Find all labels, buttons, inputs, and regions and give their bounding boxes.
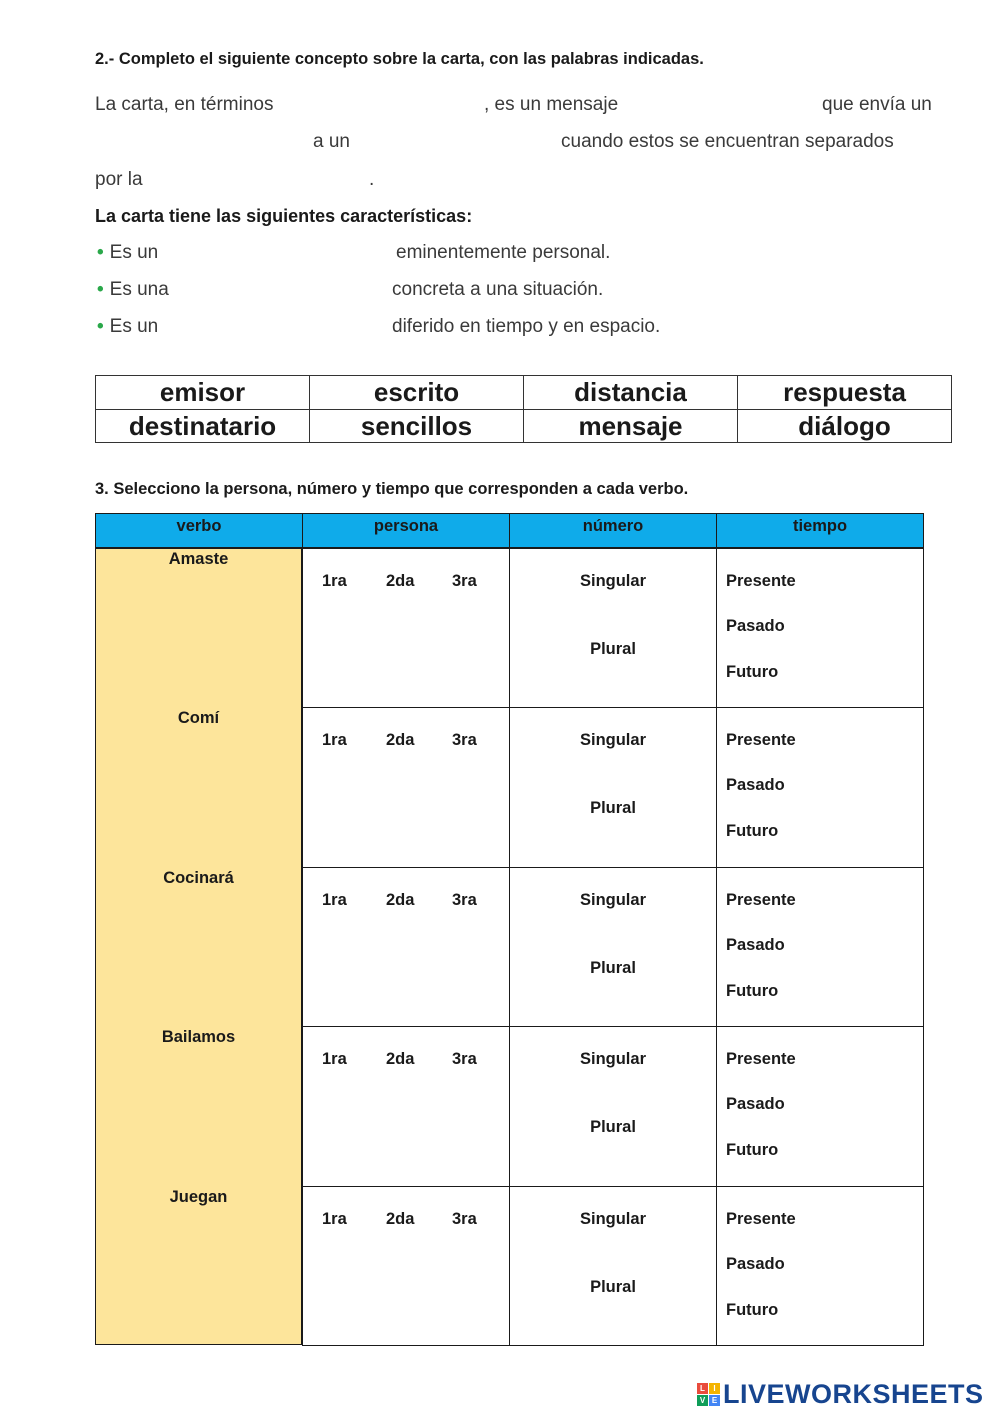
tiempo-option[interactable]: Futuro bbox=[726, 822, 779, 841]
persona-option[interactable]: 2da bbox=[386, 1050, 415, 1069]
blank-line-3b: . bbox=[369, 169, 375, 190]
logo-mark-icon bbox=[697, 1383, 720, 1406]
persona-option[interactable]: 1ra bbox=[322, 1050, 347, 1069]
word-bank-word[interactable]: escrito bbox=[310, 376, 524, 410]
word-bank-word[interactable]: respuesta bbox=[738, 376, 952, 410]
logo-tile: L bbox=[697, 1383, 708, 1394]
tiempo-option[interactable]: Futuro bbox=[726, 1300, 779, 1319]
persona-option[interactable]: 3ra bbox=[452, 731, 477, 750]
verb-label: Comí bbox=[177, 709, 220, 728]
verb-label: Cocinará bbox=[163, 868, 234, 887]
characteristic-lead: Es una bbox=[109, 279, 169, 300]
tiempo-option[interactable]: Futuro bbox=[726, 663, 779, 681]
numero-option[interactable]: Singular bbox=[579, 731, 646, 750]
blank-line-1c: que envía un bbox=[822, 94, 932, 115]
logo-text: LIVEWORKSHEETS bbox=[723, 1378, 984, 1409]
persona-option[interactable]: 3ra bbox=[452, 572, 477, 590]
persona-option[interactable]: 3ra bbox=[452, 1050, 477, 1069]
numero-option[interactable]: Plural bbox=[590, 640, 636, 658]
header-persona: persona bbox=[302, 513, 510, 548]
characteristic-lead: Es un bbox=[109, 242, 159, 263]
tiempo-option[interactable]: Presente bbox=[726, 572, 796, 590]
numero-option[interactable]: Singular bbox=[579, 890, 646, 909]
persona-option[interactable]: 3ra bbox=[452, 890, 477, 909]
numero-option[interactable]: Singular bbox=[579, 1050, 646, 1069]
characteristic-lead: Es un bbox=[109, 316, 159, 337]
logo-tile: V bbox=[697, 1395, 708, 1406]
persona-option[interactable]: 2da bbox=[386, 890, 415, 909]
word-bank-row bbox=[96, 376, 952, 410]
persona-option[interactable]: 2da bbox=[386, 1209, 415, 1228]
characteristic-tail: concreta a una situación. bbox=[392, 279, 604, 300]
numero-option[interactable]: Plural bbox=[590, 799, 636, 818]
characteristic-1 bbox=[97, 242, 158, 264]
tiempo-option[interactable]: Pasado bbox=[726, 935, 785, 954]
characteristic-tail: diferido en tiempo y en espacio. bbox=[392, 316, 661, 337]
word-bank-word[interactable]: diálogo bbox=[738, 409, 952, 443]
characteristic-3 bbox=[97, 316, 158, 338]
word-bank-table bbox=[95, 375, 952, 443]
tiempo-option[interactable]: Pasado bbox=[726, 1095, 785, 1114]
word-bank-word[interactable]: distancia bbox=[524, 376, 738, 410]
verb-label: Amaste bbox=[168, 550, 229, 568]
blank-line-2a: a un bbox=[313, 131, 350, 152]
section-2-title: 2.- Completo el siguiente concepto sobre la carta, con las palabras indicadas. bbox=[95, 50, 704, 68]
word-bank-word[interactable]: emisor bbox=[96, 376, 310, 410]
numero-option[interactable]: Singular bbox=[579, 1209, 646, 1228]
word-bank-word[interactable]: destinatario bbox=[96, 409, 310, 443]
word-bank-word[interactable]: mensaje bbox=[524, 409, 738, 443]
tiempo-option[interactable]: Futuro bbox=[726, 981, 779, 1000]
tiempo-option[interactable]: Pasado bbox=[726, 776, 785, 795]
tiempo-option[interactable]: Presente bbox=[726, 890, 796, 909]
verb-grid bbox=[95, 513, 924, 1345]
header-verbo: verbo bbox=[95, 513, 303, 548]
persona-option[interactable]: 2da bbox=[386, 731, 415, 750]
numero-option[interactable]: Plural bbox=[590, 1118, 636, 1137]
tiempo-option[interactable]: Futuro bbox=[726, 1141, 779, 1160]
section-3-title: 3. Selecciono la persona, número y tiempo que corresponden a cada verbo. bbox=[95, 480, 689, 498]
numero-option[interactable]: Plural bbox=[590, 1277, 636, 1296]
persona-option[interactable]: 1ra bbox=[322, 1209, 347, 1228]
verb-label: Juegan bbox=[169, 1187, 228, 1206]
tiempo-option[interactable]: Pasado bbox=[726, 1254, 785, 1273]
persona-option[interactable]: 1ra bbox=[322, 731, 347, 750]
persona-option[interactable]: 2da bbox=[386, 572, 415, 590]
bullet-dot-icon: • bbox=[97, 242, 104, 263]
characteristic-tail: eminentemente personal. bbox=[396, 242, 611, 263]
persona-option[interactable]: 3ra bbox=[452, 1209, 477, 1228]
persona-option[interactable]: 1ra bbox=[322, 572, 347, 590]
numero-option[interactable]: Plural bbox=[590, 958, 636, 977]
tiempo-option[interactable]: Presente bbox=[726, 731, 796, 750]
liveworksheets-logo bbox=[697, 1377, 984, 1411]
bullet-dot-icon: • bbox=[97, 316, 104, 337]
tiempo-option[interactable]: Presente bbox=[726, 1050, 796, 1069]
tiempo-option[interactable]: Pasado bbox=[726, 617, 785, 635]
bullet-dot-icon: • bbox=[97, 279, 104, 300]
verb-label: Bailamos bbox=[161, 1028, 236, 1047]
tiempo-option[interactable]: Presente bbox=[726, 1209, 796, 1228]
persona-option[interactable]: 1ra bbox=[322, 890, 347, 909]
characteristic-2 bbox=[97, 279, 169, 301]
logo-tile: E bbox=[709, 1395, 720, 1406]
blank-line-2b: cuando estos se encuentran separados bbox=[561, 131, 894, 152]
word-bank-row bbox=[96, 409, 952, 443]
blank-line-1b: , es un mensaje bbox=[484, 94, 619, 115]
header-tiempo: tiempo bbox=[716, 513, 924, 548]
logo-tile: I bbox=[709, 1383, 720, 1394]
word-bank-word[interactable]: sencillos bbox=[310, 409, 524, 443]
characteristics-heading: La carta tiene las siguientes características: bbox=[95, 206, 473, 226]
numero-option[interactable]: Singular bbox=[579, 572, 646, 590]
verb-column bbox=[95, 548, 302, 1345]
blank-line-1a: La carta, en términos bbox=[95, 94, 274, 115]
blank-line-3a: por la bbox=[95, 169, 143, 190]
header-numero: número bbox=[509, 513, 717, 548]
